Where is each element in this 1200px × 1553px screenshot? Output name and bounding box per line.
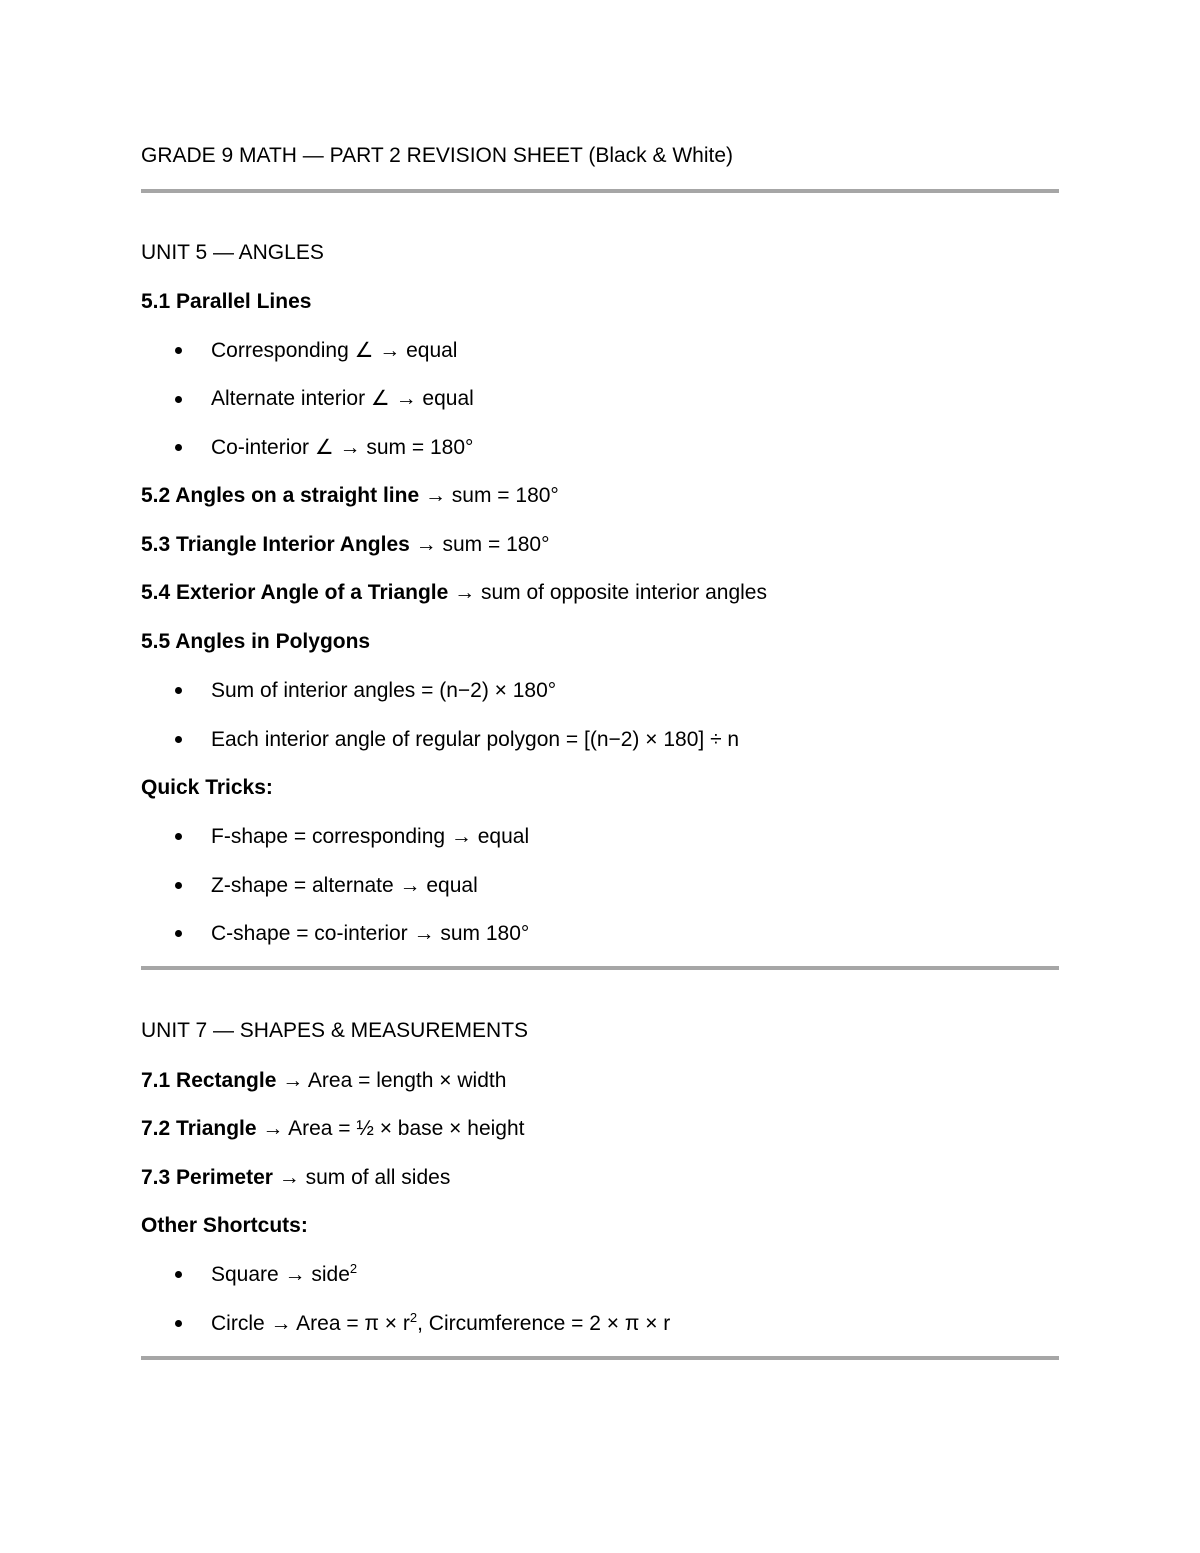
list-item: F-shape = corresponding → equal [211,825,530,848]
section-7-1 [141,1068,506,1094]
section-7-3-heading: 7.3 Perimeter [141,1166,273,1189]
list-item: C-shape = co-interior → sum 180° [211,922,530,945]
section-7-2-text: → Area = ½ × base × height [256,1117,525,1140]
section-7-3 [141,1165,450,1191]
bullet-icon [175,833,182,840]
divider-rule [141,966,1059,970]
circle-circumference-text: , Circumference = 2 × π × r [417,1312,671,1335]
section-5-5-heading: 5.5 Angles in Polygons [141,630,371,653]
bullet-icon [175,347,182,354]
section-7-1-text: → Area = length × width [276,1069,507,1092]
document-title: GRADE 9 MATH — PART 2 REVISION SHEET (Black & White) [141,144,734,167]
section-7-1-heading: 7.1 Rectangle [141,1069,277,1092]
unit-7-heading: UNIT 7 — SHAPES & MEASUREMENTS [141,1019,529,1042]
superscript: 2 [349,1261,358,1276]
superscript: 2 [409,1310,418,1325]
section-5-1-heading: 5.1 Parallel Lines [141,290,312,313]
bullet-icon [175,882,182,889]
divider-rule [141,1356,1059,1360]
list-item: Co-interior ∠ → sum = 180° [211,436,474,459]
list-item: Corresponding ∠ → equal [211,339,458,362]
section-5-4-heading: 5.4 Exterior Angle of a Triangle [141,581,449,604]
section-5-4 [141,580,767,606]
list-item: Alternate interior ∠ → equal [211,387,474,410]
section-5-3 [141,532,550,558]
bullet-icon [175,687,182,694]
unit-5-heading: UNIT 5 — ANGLES [141,241,324,264]
circle-area-text: Circle → Area = π × r [211,1312,410,1335]
divider-rule [141,189,1059,193]
bullet-icon [175,1320,182,1327]
other-shortcuts-heading: Other Shortcuts: [141,1214,308,1237]
bullet-icon [175,444,182,451]
list-item: Z-shape = alternate → equal [211,874,478,897]
quick-tricks-heading: Quick Tricks: [141,776,273,799]
section-5-2-heading: 5.2 Angles on a straight line [141,484,420,507]
section-5-4-text: → sum of opposite interior angles [448,581,767,604]
section-5-3-text: → sum = 180° [409,533,550,556]
section-5-3-heading: 5.3 Triangle Interior Angles [141,533,410,556]
bullet-icon [175,736,182,743]
bullet-icon [175,930,182,937]
section-7-2 [141,1116,525,1142]
list-item [211,1311,670,1337]
list-item [211,1262,357,1288]
section-5-2-text: → sum = 180° [419,484,559,507]
section-5-2 [141,483,559,509]
list-item: Sum of interior angles = (n−2) × 180° [211,679,557,702]
section-7-3-text: → sum of all sides [272,1166,451,1189]
square-formula-text: Square → side [211,1263,350,1286]
list-item: Each interior angle of regular polygon = [(n−2) × 180] ÷ n [211,728,740,751]
bullet-icon [175,1271,182,1278]
bullet-icon [175,396,182,403]
section-7-2-heading: 7.2 Triangle [141,1117,257,1140]
